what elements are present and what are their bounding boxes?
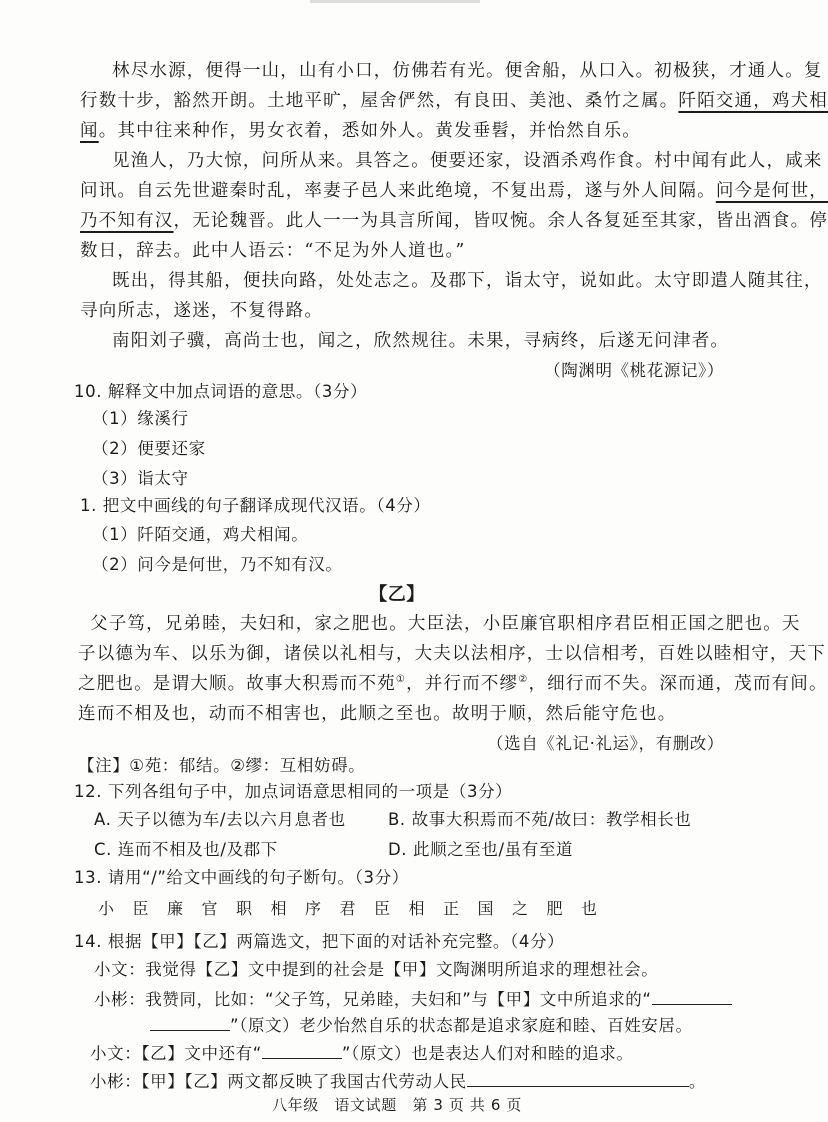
question-10-item: （3）诣太守 <box>92 469 189 488</box>
underlined-sentence-1a: 阡陌交通，鸡犬相 <box>678 91 828 111</box>
underlined-sentence-2a: 问今是何世， <box>715 181 828 201</box>
scan-edge-mark <box>310 0 480 3</box>
passage-source: （选自《礼记·礼运》，有删改） <box>487 734 724 753</box>
option-c[interactable]: C. 连而不相及也/及郡下 <box>94 840 278 859</box>
question-11-item: （1）阡陌交通，鸡犬相闻。 <box>92 525 309 544</box>
footnote-mark-1: ① <box>395 674 407 686</box>
option-b[interactable]: B. 故事大积焉而不苑/故曰：教学相长也 <box>388 810 692 829</box>
passage-note: 【注】①苑：郁结。②缪：互相妨碍。 <box>78 756 366 775</box>
answer-blank-1-cont[interactable] <box>150 1016 230 1031</box>
answer-blank-3[interactable] <box>467 1072 689 1087</box>
question-12-stem: 12. 下列各组句子中，加点词语意思相同的一项是（3分） <box>74 782 513 801</box>
passage-line: 寻向所志，遂迷，不复得路。 <box>80 301 324 321</box>
question-10-item: （2）便要还家 <box>92 439 206 458</box>
passage-line: 闻。其中往来种作，男女衣着，悉如外人。黄发垂髫，并怡然自乐。 <box>80 121 642 141</box>
dialog-line: 小文：【乙】文中还有“ ”（原文）也是表达人们对和睦的追求。 <box>90 1044 634 1063</box>
passage-line: 南阳刘子骥，高尚士也，闻之，欣然规往。未果，寻病终，后遂无问津者。 <box>112 331 730 351</box>
question-14-stem: 14. 根据【甲】【乙】两篇选文，把下面的对话补充完整。（4分） <box>74 932 565 951</box>
dialog-line: ”（原文）老少怡然自乐的状态都是追求家庭和睦、百姓安居。 <box>150 1012 693 1036</box>
dialog-line: 小文：我觉得【乙】文中提到的社会是【甲】文陶渊明所追求的理想社会。 <box>94 960 659 979</box>
question-11-item: （2）问今是何世，乃不知有汉。 <box>92 555 343 574</box>
passage-line: 连而不相及也，动而不相害也，此顺之至也。故明于顺，然后能守危也。 <box>78 704 677 724</box>
passage-line: 子以德为车、以乐为御，诸侯以礼相与，大夫以法相序，士以信相考，百姓以睦相守，天下 <box>78 644 826 664</box>
passage-line: 既出，得其船，便扶向路，处处志之。及郡下，诣太守，说如此。太守即遣人随其往， <box>112 271 823 291</box>
page-footer: 八年级 语文试题 第 3 页 共 6 页 <box>272 1096 522 1114</box>
answer-blank-1[interactable] <box>652 990 732 1005</box>
passage-line: 之肥也。是谓大顺。故事大积焉而不苑①，并行而不缪②，细行而不失。深而通，茂而有间。 <box>78 674 828 694</box>
footnote-mark-2: ② <box>518 674 529 686</box>
question-13-stem: 13. 请用“/”给文中画线的句子断句。（3分） <box>74 868 409 887</box>
underlined-sentence-2b: 乃不知有汉 <box>80 211 174 231</box>
passage-line: 问讯。自云先世避秦时乱，率妻子邑人来此绝境，不复出焉，遂与外人间隔。问今是何世， <box>80 181 828 201</box>
question-11-stem: 1. 把文中画线的句子翻译成现代汉语。（4分） <box>80 496 431 515</box>
passage-line: 林尽水源，便得一山，山有小口，仿佛若有光。便舍船，从口入。初极狭，才通人。复 <box>112 61 823 81</box>
passage-line: 见渔人，乃大惊，问所从来。具答之。便要还家，设酒杀鸡作食。村中闻有此人，咸来 <box>112 151 823 171</box>
passage-line: 乃不知有汉，无论魏晋。此人一一为具言所闻，皆叹惋。余人各复延至其家，皆出酒食。停 <box>80 211 828 231</box>
passage-line: 父子笃，兄弟睦，夫妇和，家之肥也。大臣法，小臣廉官职相序君臣相正国之肥也。天 <box>90 614 801 634</box>
question-13-sentence: 小臣廉官职相序君臣相正国之肥也 <box>98 899 616 918</box>
underlined-sentence-1b: 闻 <box>80 121 99 141</box>
question-10-stem: 10. 解释文中加点词语的意思。（3分） <box>74 382 368 401</box>
option-d[interactable]: D. 此顺之至也/虽有至道 <box>388 840 574 859</box>
passage-line: 行数十步，豁然开朗。土地平旷，屋舍俨然，有良田、美池、桑竹之属。阡陌交通，鸡犬相 <box>80 91 828 111</box>
option-a[interactable]: A. 天子以德为车/去以六月息者也 <box>94 810 346 829</box>
passage-yi-heading: 【乙】 <box>369 584 425 605</box>
passage-line: 数日，辞去。此中人语云：“不足为外人道也。” <box>80 241 466 261</box>
answer-blank-2[interactable] <box>262 1044 342 1059</box>
question-10-item: （1）缘溪行 <box>92 409 189 428</box>
dialog-line: 小彬：【甲】【乙】两文都反映了我国古代劳动人民 。 <box>90 1072 706 1091</box>
passage-source: （陶渊明《桃花源记》） <box>544 361 724 380</box>
dialog-line: 小彬：我赞同，比如：“父子笃，兄弟睦，夫妇和”与【甲】文中所追求的“ <box>94 986 732 1010</box>
